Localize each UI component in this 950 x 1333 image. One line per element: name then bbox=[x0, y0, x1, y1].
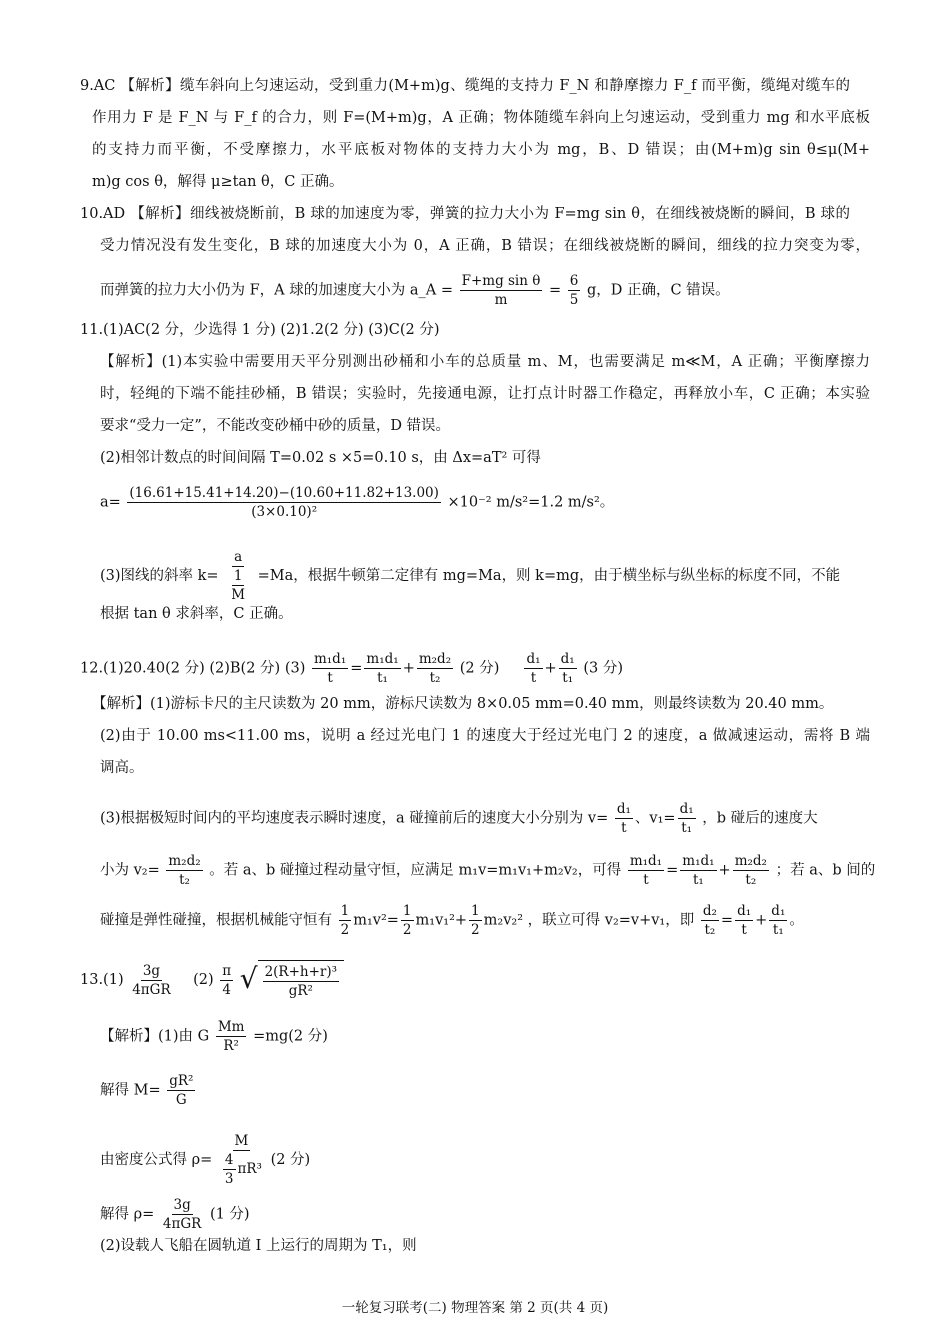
q13-solve-mass bbox=[100, 1072, 197, 1109]
q13-density-den-tail: πR³ bbox=[237, 1161, 262, 1177]
q12-answer-score-1: (2 分) bbox=[459, 660, 500, 677]
q13-solve-density bbox=[100, 1196, 250, 1233]
q12-part-3-line-2-post: ；若 a、b 间的 bbox=[775, 862, 876, 879]
q12-momentum-frac-1-num: m₁d₁ bbox=[629, 853, 663, 869]
q13-answer-1-fraction bbox=[130, 962, 172, 999]
q13-solve-mass-pre: 解得 M= bbox=[100, 1082, 161, 1099]
q13-mass-num: gR² bbox=[169, 1073, 194, 1089]
q12-result-frac-3-num: d₁ bbox=[771, 903, 786, 919]
q10-fraction-1-den: m bbox=[494, 292, 508, 308]
q10-line-3-pre: 而弹簧的拉力大小仍为 F，A 球的加速度大小为 a_A = bbox=[100, 282, 453, 299]
q12-result-frac-1-den: t₂ bbox=[704, 922, 716, 938]
q10-line-3-post: g，D 正确，C 错误。 bbox=[586, 282, 730, 299]
q11-formula-num: (16.61+15.41+14.20)−(10.60+11.82+13.00) bbox=[129, 485, 439, 501]
q11-slope-num: a bbox=[234, 549, 243, 565]
q13-answer-2-label: (2) bbox=[193, 972, 214, 988]
q11-formula-pre: a= bbox=[100, 494, 121, 511]
q12-answer-frac-4 bbox=[524, 650, 542, 687]
q12-answer-frac-3-den: t₂ bbox=[429, 670, 441, 686]
q12-answer-frac-1-num: m₁d₁ bbox=[313, 651, 347, 667]
q10-fraction-2 bbox=[568, 272, 581, 309]
q12-result-frac-3-den: t₁ bbox=[772, 922, 784, 938]
q13-mass-den: G bbox=[175, 1092, 187, 1108]
q12-momentum-frac-3 bbox=[733, 852, 769, 889]
q13-solve-density-pre: 解得 ρ= bbox=[100, 1206, 155, 1223]
q12-answer-frac-5-num: d₁ bbox=[560, 651, 575, 667]
q10-line-2: 受力情况没有发生变化，B 球的加速度大小为 0，A 正确，B 错误；在细线被烧断的瞬间，细线的拉力突变为零， bbox=[100, 238, 870, 254]
q13-density-inner-num: 4 bbox=[224, 1152, 234, 1168]
q12-v2-num: m₂d₂ bbox=[168, 853, 201, 869]
q11-part-3-line-2: 根据 tan θ 求斜率，C 正确。 bbox=[100, 606, 293, 622]
q12-result-frac-1 bbox=[701, 902, 719, 939]
q13-answer bbox=[80, 960, 344, 1000]
q12-analysis-2: (2)由于 10.00 ms<11.00 ms，说明 a 经过光电门 1 的速度大于经过光电门 2 的速度，a 做减速运动，需将 B 端 bbox=[100, 728, 870, 744]
q10-fraction-2-num: 6 bbox=[569, 273, 579, 289]
q12-answer-frac-5-den: t₁ bbox=[562, 670, 574, 686]
q11-analysis-1: 【解析】(1)本实验中需要用天平分别测出砂桶和小车的总质量 m、M，也需要满足 m≪M，A 正确；平衡摩擦力 bbox=[100, 354, 870, 370]
q12-v-den: t bbox=[621, 820, 627, 836]
q12-result-frac-3 bbox=[769, 902, 787, 939]
q13-solve-density-post: (1 分) bbox=[209, 1206, 250, 1223]
q11-formula-den: (3×0.10)² bbox=[251, 504, 318, 520]
q12-momentum-frac-3-den: t₂ bbox=[745, 872, 757, 888]
q11-part-3-pre: (3)图线的斜率 k= bbox=[100, 568, 219, 584]
q12-answer-frac-3-num: m₂d₂ bbox=[418, 651, 452, 667]
page-footer: 一轮复习联考(二) 物理答案 第 2 页(共 4 页) bbox=[341, 1300, 609, 1316]
q12-answer-frac-2-den: t₁ bbox=[377, 670, 388, 686]
q12-v1-fraction bbox=[678, 800, 696, 837]
q10-fraction-1 bbox=[460, 272, 543, 309]
q13-gravity-den: R² bbox=[223, 1038, 239, 1054]
q12-part-3-line-3-end: 。 bbox=[789, 912, 804, 929]
q11-part-3-post: =Ma，根据牛顿第二定律有 mg=Ma，则 k=mg，由于横坐标与纵坐标的标度不同，不能 bbox=[257, 568, 841, 584]
q13-answer-1-den: 4πGR bbox=[132, 981, 171, 998]
q12-answer-frac-1-den: t bbox=[327, 670, 333, 686]
q11-analysis-2: 时，轻绳的下端不能挂砂桶，B 错误；实验时，先接通电源，让打点计时器工作稳定，再释放小车，C 正确；本实验 bbox=[100, 386, 870, 402]
q12-momentum-frac-2-num: m₁d₁ bbox=[682, 853, 715, 869]
q12-part-3-line-1: (3)根据极短时间内的平均速度表示瞬时速度，a 碰撞前后的速度大小分别为 v= $\frac{\text{d₁}}{t}$ 、v₁= $\frac{\text{d₁}}{\text{t₁}}$ ，b 碰后的速度大 bbox=[100, 801, 818, 836]
q10-line-1: 10.AD 【解析】细线被烧断前，B 球的加速度为零，弹簧的拉力大小为 F=mg sin θ，在细线被烧断的瞬间，B 球的 bbox=[80, 206, 850, 222]
q12-part-3-line-1-post: ，b 碰后的速度大 bbox=[702, 810, 818, 827]
q13-answer-2-sqrt-den: gR² bbox=[288, 983, 313, 999]
sqrt-symbol-icon: √ bbox=[239, 962, 258, 995]
q10-fraction-2-den: 5 bbox=[569, 292, 579, 308]
q13-part-2: (2)设载人飞船在圆轨道 Ⅰ 上运行的周期为 T₁，则 bbox=[100, 1238, 417, 1254]
q12-part-3-line-3: 碰撞是弹性碰撞，根据机械能守恒有 $\frac{1}{2}$ m₁v²= $\frac{1}{2}$ m₁v₁²+ $\frac{1}{2}$ m₂v₂² ，联立可得 v₂=v+v₁，即 $\frac{\text{d₂}}{\text{t₂}}$ = $\frac{\text{d₁}}{t}$ + $\frac{\text{d₁}}{\text{t₁}}$ 。 bbox=[100, 903, 804, 938]
q13-answer-2-num: π bbox=[222, 962, 232, 979]
q12-v-fraction bbox=[615, 800, 633, 837]
q11-formula bbox=[100, 484, 614, 521]
q12-energy-half-2: $\frac{1}{2}$ bbox=[402, 903, 412, 938]
q9-line-1: 9.AC 【解析】缆车斜向上匀速运动，受到重力(M+m)g、缆绳的支持力 F_N 和静摩擦力 F_f 而平衡，缆绳对缆车的 bbox=[80, 78, 850, 94]
q12-v2-fraction bbox=[166, 852, 202, 889]
q12-part-3-line-2-mid: 。若 a、b 碰撞过程动量守恒，应满足 m₁v=m₁v₁+m₂v₂，可得 bbox=[209, 862, 622, 879]
q10-fraction-1-num: F+mg sin θ bbox=[461, 273, 541, 289]
q13-answer-2-sqrt-body bbox=[258, 960, 344, 1000]
q12-v1-den: t₁ bbox=[681, 820, 693, 836]
q13-answer-2-sqrt-fraction bbox=[263, 963, 339, 1000]
q11-formula-post: ×10⁻² m/s²=1.2 m/s²。 bbox=[447, 494, 615, 511]
q13-answer-1-num: 3g bbox=[142, 962, 161, 979]
q12-answer-frac-2-num: m₁d₁ bbox=[366, 651, 399, 667]
q11-slope-inner-fraction bbox=[229, 567, 247, 604]
q13-answer-2-fraction bbox=[220, 962, 233, 999]
q10-line-3 bbox=[100, 272, 730, 309]
q11-part-3 bbox=[100, 548, 840, 604]
q12-momentum-frac-2-den: t₁ bbox=[692, 872, 704, 888]
q12-result-frac-1-num: d₂ bbox=[702, 903, 717, 919]
q13-mass-fraction bbox=[167, 1072, 195, 1109]
q9-line-2: 作用力 F 是 F_N 与 F_f 的合力，则 F=(M+m)g，A 正确；物体随缆车斜向上匀速运动，受到重力 mg 和水平底板 bbox=[92, 110, 870, 126]
q13-solve-density-num: 3g bbox=[173, 1197, 191, 1213]
q12-momentum-frac-1-den: t bbox=[643, 872, 649, 888]
q12-answer-frac-1 bbox=[312, 650, 348, 687]
q13-analysis-1-post: =mg(2 分) bbox=[253, 1028, 328, 1045]
q12-part-3-line-2-pre: 小为 v₂= bbox=[100, 862, 160, 879]
q12-result-frac-2-num: d₁ bbox=[737, 903, 752, 919]
q11-slope-inner-num: 1 bbox=[233, 568, 243, 584]
q12-v-num: d₁ bbox=[616, 801, 631, 817]
q13-gravity-num: Mm bbox=[217, 1019, 245, 1035]
q13-density-num: M bbox=[234, 1133, 249, 1149]
q12-result-frac-2-den: t bbox=[741, 922, 747, 938]
q13-density-den bbox=[219, 1151, 264, 1188]
q12-momentum-frac-1 bbox=[628, 852, 664, 889]
q13-density-pre: 由密度公式得 ρ= bbox=[100, 1152, 213, 1168]
q12-analysis-3: 调高。 bbox=[100, 760, 144, 776]
q12-v1-num: d₁ bbox=[679, 801, 694, 817]
q11-slope-fraction bbox=[225, 548, 251, 604]
q11-slope-den bbox=[225, 567, 251, 604]
q12-answer: 12.(1)20.40(2 分) (2)B(2 分) (3) $\frac{\text{m₁d₁}}{t}$ = $\frac{\text{m₁d₁}}{\text{t₁}}$ + $\frac{\text{m₂d₂}}{\text{t₂}}$ (2 分) $\frac{\text{d₁}}{t}$ + $\frac{\text{d₁}}{\text{t₁}}$ (3 分) bbox=[80, 651, 623, 686]
q12-v2-den: t₂ bbox=[179, 872, 190, 888]
q13-density-inner-den: 3 bbox=[224, 1171, 234, 1187]
q12-energy-half-3: $\frac{1}{2}$ bbox=[471, 903, 480, 938]
q12-answer-frac-5 bbox=[559, 650, 577, 687]
q12-answer-pre: 12.(1)20.40(2 分) (2)B(2 分) (3) bbox=[80, 660, 306, 677]
q13-answer-2-sqrt-num: 2(R+h+r)³ bbox=[264, 964, 338, 980]
q12-part-3-line-2: 小为 v₂= $\frac{\text{m₂d₂}}{\text{t₂}}$ 。若 a、b 碰撞过程动量守恒，应满足 m₁v=m₁v₁+m₂v₂，可得 $\frac{\text{m₁d₁}}{t}$ = $\frac{\text{m₁d₁}}{\text{t₁}}$ + $\frac{\text{m₂d₂}}{\text{t₂}}$ ；若 a、b 间的 bbox=[100, 853, 876, 888]
q13-analysis-1-pre: 【解析】(1)由 G bbox=[100, 1028, 210, 1045]
q13-solve-density-den: 4πGR bbox=[162, 1216, 202, 1232]
q13-gravity-fraction bbox=[216, 1018, 247, 1055]
q12-answer-frac-3 bbox=[417, 650, 453, 687]
q11-analysis-3: 要求“受力一定”，不能改变砂桶中砂的质量，D 错误。 bbox=[100, 418, 451, 434]
q13-answer-2-den: 4 bbox=[222, 981, 231, 998]
q12-energy-half-1: $\frac{1}{2}$ bbox=[340, 903, 350, 938]
q13-analysis-1 bbox=[100, 1018, 328, 1055]
q13-density-fraction bbox=[219, 1132, 264, 1188]
q11-slope-inner-den: M bbox=[231, 587, 246, 603]
q12-part-3-line-1-pre: (3)根据极短时间内的平均速度表示瞬时速度，a 碰撞前后的速度大小分别为 v= bbox=[100, 810, 609, 827]
q13-density-inner-fraction bbox=[223, 1151, 236, 1188]
q12-answer-frac-4-den: t bbox=[530, 670, 537, 686]
q12-part-3-line-3-pre: 碰撞是弹性碰撞，根据机械能守恒有 bbox=[100, 912, 332, 929]
q11-answer: 11.(1)AC(2 分，少选得 1 分) (2)1.2(2 分) (3)C(2 分) bbox=[80, 322, 440, 338]
q13-answer-pre: 13.(1) bbox=[80, 972, 124, 988]
q11-part-2: (2)相邻计数点的时间间隔 T=0.02 s ×5=0.10 s，由 Δx=aT² 可得 bbox=[100, 450, 541, 466]
q9-line-4: m)g cos θ，解得 μ≥tan θ，C 正确。 bbox=[92, 174, 344, 190]
q13-density bbox=[100, 1132, 310, 1188]
q12-analysis-1: 【解析】(1)游标卡尺的主尺读数为 20 mm，游标尺读数为 8×0.05 mm=0.40 mm，则最终读数为 20.40 mm。 bbox=[92, 696, 834, 712]
q9-line-3: 的支持力而平衡，不受摩擦力，水平底板对物体的支持力大小为 mg，B、D 错误；由(M+m)g sin θ≤μ(M+ bbox=[92, 142, 870, 158]
q12-result-frac-2 bbox=[735, 902, 753, 939]
q10-equals: = bbox=[548, 282, 562, 299]
q13-solve-density-fraction bbox=[161, 1196, 203, 1233]
q12-answer-frac-2 bbox=[364, 650, 400, 687]
q12-part-3-line-3-mid: ，联立可得 v₂=v+v₁，即 bbox=[527, 912, 695, 929]
q12-momentum-frac-2 bbox=[680, 852, 716, 889]
q11-formula-fraction bbox=[127, 484, 441, 521]
q12-momentum-frac-3-num: m₂d₂ bbox=[734, 853, 767, 869]
q13-answer-2-sqrt bbox=[240, 960, 344, 1000]
q12-answer-score-2: (3 分) bbox=[583, 660, 623, 677]
q12-answer-frac-4-num: d₁ bbox=[526, 651, 541, 667]
q13-density-post: (2 分) bbox=[270, 1152, 311, 1168]
